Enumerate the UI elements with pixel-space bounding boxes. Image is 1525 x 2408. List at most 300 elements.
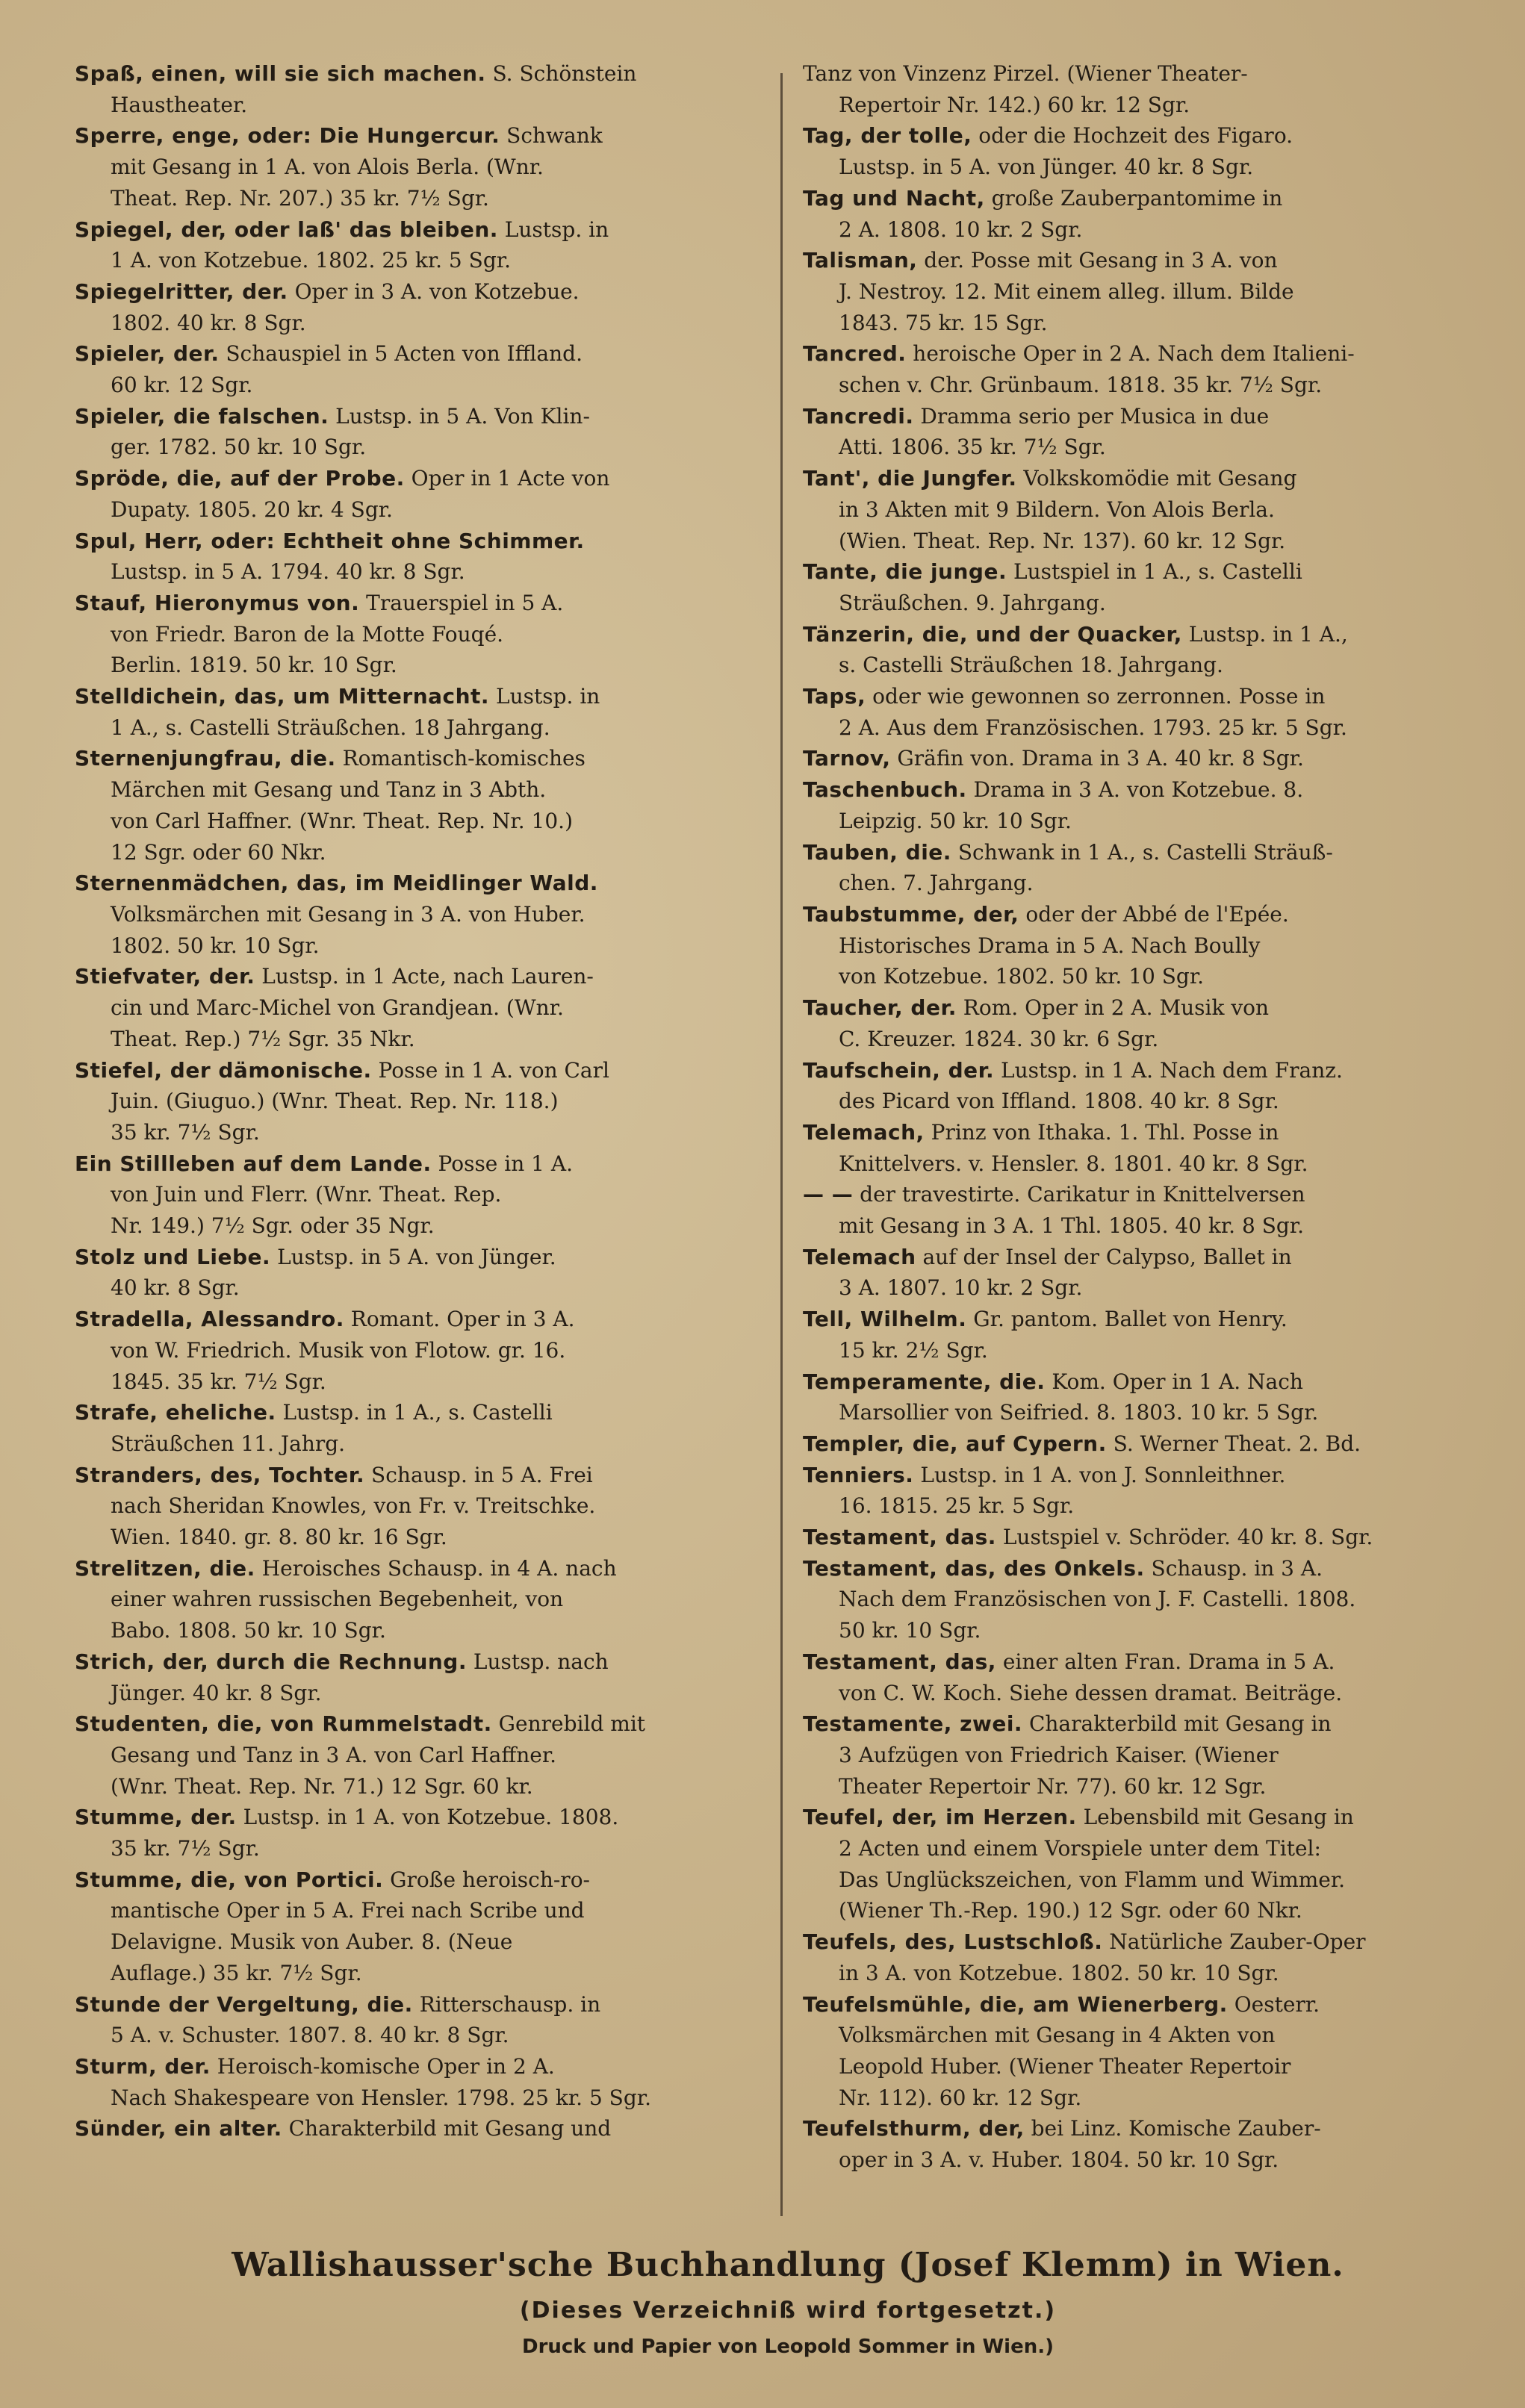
entry-text: Ritterschausp. in [412, 1991, 601, 2017]
entry-first-line [75, 338, 751, 370]
entry-continuation-line [803, 1740, 1479, 1771]
entry-continuation-line [75, 1522, 751, 1553]
entry-continuation-line [75, 1210, 751, 1242]
entry-text: Märchen mit Gesang und Tanz in 3 Abth. [111, 777, 547, 803]
entry-first-line [803, 1802, 1479, 1833]
entry-continuation-line [75, 1272, 751, 1304]
entry-first-line [803, 1242, 1479, 1273]
entry-headword: Taucher, der. [803, 995, 957, 1021]
entry-continuation-line [75, 245, 751, 276]
entry-text: in 3 A. von Kotzebue. 1802. 50 kr. 10 Sgr. [839, 1960, 1279, 1985]
entry-headword: Teufelsthurm, der, [803, 2116, 1025, 2141]
entry-text: Historisches Drama in 5 A. Nach Boully [839, 933, 1261, 958]
entry-text: oder wie gewonnen so zerronnen. Posse in [866, 684, 1326, 709]
entry-headword: — — [803, 1182, 854, 1207]
entry-text: Lustsp. in 1 A. von Kotzebue. 1808. [236, 1805, 619, 1830]
entry-text: Das Unglückszeichen, von Flamm und Wimmer. [839, 1867, 1346, 1892]
entry-headword: Stumme, der. [75, 1805, 237, 1830]
catalog-entry [75, 1802, 751, 1864]
entry-text: Lustsp. nach [467, 1649, 609, 1674]
entry-first-line [803, 1179, 1479, 1210]
entry-first-line [803, 245, 1479, 276]
catalog-entry [803, 1304, 1479, 1366]
entry-text: einer alten Fran. Drama in 5 A. [996, 1649, 1335, 1674]
entry-text: Haustheater. [111, 92, 248, 117]
entry-first-line [75, 120, 751, 152]
entry-text: Posse in 1 A. von Carl [371, 1057, 609, 1083]
entry-text: Theat. Rep.) 7½ Sgr. 35 Nkr. [111, 1026, 415, 1051]
entry-first-line [803, 1055, 1479, 1086]
entry-first-line [75, 868, 751, 899]
entry-first-line [803, 183, 1479, 214]
left-column [75, 58, 751, 2216]
entry-text: Oper in 3 A. von Kotzebue. [288, 279, 580, 304]
entry-text: oper in 3 A. v. Huber. 1804. 50 kr. 10 Sgr. [839, 2147, 1279, 2173]
entry-headword: Testament, das. [803, 1525, 996, 1550]
entry-first-line [803, 1708, 1479, 1740]
entry-text: 5 A. v. Schuster. 1807. 8. 40 kr. 8 Sgr. [111, 2023, 509, 2048]
entry-text: Rom. Oper in 2 A. Musik von [956, 995, 1270, 1021]
entry-first-line [75, 681, 751, 712]
entry-continuation-line [75, 1490, 751, 1522]
entry-text: Oper in 1 Acte von [404, 466, 610, 491]
catalog-entry [803, 556, 1479, 618]
catalog-entry [75, 743, 751, 868]
catalog-entry [75, 1397, 751, 1459]
entry-continuation-line [75, 1584, 751, 1615]
entry-headword: Taufschein, der. [803, 1057, 995, 1083]
entry-text: 2 Acten und einem Vorspiele unter dem Titel: [839, 1836, 1321, 1861]
entry-continuation-line [75, 1678, 751, 1709]
entry-continuation-line [75, 619, 751, 650]
entry-text: cin und Marc-Michel von Grandjean. (Wnr. [111, 995, 564, 1021]
entry-headword: Tante, die junge. [803, 559, 1007, 585]
entry-text: Gräfin von. Drama in 3 A. 40 kr. 8 Sgr. [890, 746, 1304, 771]
catalog-entry [803, 899, 1479, 992]
entry-first-line [75, 1148, 751, 1180]
catalog-entry [75, 2113, 751, 2144]
page-footer [75, 2246, 1501, 2358]
entry-continuation-line [75, 1771, 751, 1802]
entry-first-line [803, 1553, 1479, 1584]
entry-text: Lustsp. in 1 Acte, nach Lauren- [255, 964, 594, 989]
catalog-entry [75, 1460, 751, 1553]
entry-text: 1802. 40 kr. 8 Sgr. [111, 310, 306, 335]
entry-text: Juin. (Giuguo.) (Wnr. Theat. Rep. Nr. 118.) [111, 1089, 559, 1114]
entry-first-line [75, 463, 751, 494]
entry-text: 60 kr. 12 Sgr. [111, 373, 253, 398]
catalog-entry [803, 1522, 1479, 1553]
catalog-entry [803, 1802, 1479, 1926]
entry-continuation-line [75, 899, 751, 930]
entry-continuation-line [75, 1366, 751, 1398]
entry-headword: Tauben, die. [803, 839, 951, 865]
entry-headword: Stelldichein, das, um Mitternacht. [75, 684, 490, 709]
entry-headword: Telemach, [803, 1119, 925, 1145]
entry-continuation-line [75, 183, 751, 214]
entry-text: Atti. 1806. 35 kr. 7½ Sgr. [839, 435, 1106, 460]
entry-text: Leopold Huber. (Wiener Theater Repertoir [839, 2054, 1291, 2079]
catalog-entry [803, 1708, 1479, 1802]
catalog-entry [75, 1708, 751, 1802]
entry-text: Repertoir Nr. 142.) 60 kr. 12 Sgr. [839, 92, 1190, 117]
entry-headword: Templer, die, auf Cypern. [803, 1431, 1107, 1456]
entry-text: der travestirte. Carikatur in Knittelversen [853, 1182, 1305, 1207]
entry-first-line [803, 1989, 1479, 2020]
entry-headword: Tag, der tolle, [803, 123, 972, 149]
entry-continuation-line [803, 1771, 1479, 1802]
entry-first-line [803, 899, 1479, 930]
entry-first-line [803, 338, 1479, 370]
entry-first-line [75, 1989, 751, 2020]
right-column [803, 58, 1479, 2216]
entry-text: Romantisch-komisches [335, 746, 586, 771]
entry-first-line [803, 1366, 1479, 1398]
entry-continuation-line [75, 1335, 751, 1366]
entry-continuation-line [803, 152, 1479, 183]
catalog-entry [803, 463, 1479, 556]
entry-continuation-line [75, 2020, 751, 2051]
entry-first-line [803, 1304, 1479, 1335]
entry-text: Lustsp. in [489, 684, 600, 709]
entry-first-line [75, 961, 751, 992]
entry-text: von Kotzebue. 1802. 50 kr. 10 Sgr. [839, 964, 1205, 989]
catalog-entry [75, 588, 751, 681]
catalog-entry [75, 1646, 751, 1708]
entry-text: Berlin. 1819. 50 kr. 10 Sgr. [111, 653, 397, 678]
entry-text: von C. W. Koch. Siehe dessen dramat. Beiträge. [839, 1680, 1343, 1705]
entry-text: Schausp. in 5 A. Frei [364, 1462, 593, 1487]
entry-continuation-line [75, 1428, 751, 1460]
entry-headword: Taschenbuch. [803, 777, 967, 803]
entry-continuation-line [803, 868, 1479, 899]
entry-continuation-line [75, 1833, 751, 1864]
catalog-entry [803, 1646, 1479, 1708]
entry-headword: Tell, Wilhelm. [803, 1307, 967, 1332]
entry-headword: Spieler, die falschen. [75, 403, 329, 429]
entry-first-line [75, 1304, 751, 1335]
entry-continuation-line [803, 1086, 1479, 1117]
entry-continuation-line [803, 712, 1479, 744]
entry-text: Delavigne. Musik von Auber. 8. (Neue [111, 1929, 513, 1955]
entry-text: auf der Insel der Calypso, Ballet in [916, 1244, 1292, 1269]
entry-continuation-line [803, 1895, 1479, 1926]
entry-headword: Teufels, des, Lustschloß. [803, 1929, 1103, 1955]
catalog-entry [75, 1989, 751, 2051]
catalog-entry [75, 401, 751, 463]
entry-text: Theat. Rep. Nr. 207.) 35 kr. 7½ Sgr. [111, 185, 489, 211]
entry-first-line [75, 526, 751, 557]
entry-text: (Wien. Theat. Rep. Nr. 137). 60 kr. 12 Sgr. [839, 528, 1286, 553]
entry-continuation-line [75, 432, 751, 463]
entry-headword: Stranders, des, Tochter. [75, 1462, 365, 1487]
entry-continuation-line [75, 1895, 751, 1926]
entry-text: 1802. 50 kr. 10 Sgr. [111, 933, 320, 958]
entry-headword: Teufelsmühle, die, am Wienerberg. [803, 1991, 1228, 2017]
entry-text: Große heroisch-ro- [383, 1867, 591, 1892]
entry-text: 2 A. 1808. 10 kr. 2 Sgr. [839, 217, 1083, 242]
catalog-entry [75, 1864, 751, 1989]
entry-text: Heroisch-komische Oper in 2 A. [210, 2054, 555, 2079]
entry-headword: Testamente, zwei. [803, 1711, 1023, 1737]
entry-headword: Telemach [803, 1244, 916, 1269]
entry-text: Lustsp. in 1 A., s. Castelli [276, 1400, 553, 1425]
catalog-entry [75, 2051, 751, 2113]
catalog-entry [803, 774, 1479, 836]
entry-text: 12 Sgr. oder 60 Nkr. [111, 839, 326, 865]
entry-continuation-line [803, 1958, 1479, 1989]
entry-headword: Tänzerin, die, und der Quacker, [803, 621, 1182, 647]
entry-text: 35 kr. 7½ Sgr. [111, 1836, 260, 1861]
column-divider [780, 73, 783, 2216]
entry-headword: Stumme, die, von Portici. [75, 1867, 384, 1892]
entry-continuation-line [803, 1615, 1479, 1646]
entry-continuation-line [75, 90, 751, 121]
entry-headword: Stiefel, der dämonische. [75, 1057, 372, 1083]
entry-continuation-line [75, 1179, 751, 1210]
entry-headword: Talisman, [803, 248, 918, 273]
entry-text: Charakterbild mit Gesang und [282, 2116, 612, 2141]
entry-text: Knittelvers. v. Hensler. 8. 1801. 40 kr. 8 Sgr. [839, 1151, 1308, 1176]
entry-continuation-line [75, 1740, 751, 1771]
entry-first-line [75, 1397, 751, 1428]
entry-headword: Sünder, ein alter. [75, 2116, 282, 2141]
catalog-entry [803, 58, 1479, 120]
entry-headword: Ein Stillleben auf dem Lande. [75, 1151, 432, 1176]
entry-text: Volkskomödie mit Gesang [1016, 466, 1297, 491]
catalog-entry [75, 961, 751, 1054]
entry-continuation-line [803, 432, 1479, 463]
entry-first-line [803, 774, 1479, 806]
entry-text: des Picard von Iffland. 1808. 40 kr. 8 Sgr. [839, 1089, 1279, 1114]
entry-text: von Friedr. Baron de la Motte Fouqé. [111, 621, 504, 647]
entry-text: S. Werner Theat. 2. Bd. [1106, 1431, 1361, 1456]
entry-text: Gr. pantom. Ballet von Henry. [966, 1307, 1288, 1332]
entry-first-line [803, 992, 1479, 1024]
entry-headword: Stradella, Alessandro. [75, 1307, 344, 1332]
entry-text: ger. 1782. 50 kr. 10 Sgr. [111, 435, 367, 460]
entry-continuation-line [75, 930, 751, 962]
entry-continuation-line [803, 2144, 1479, 2176]
entry-text: Schwank [500, 123, 603, 149]
catalog-entry [75, 120, 751, 214]
entry-first-line [75, 1460, 751, 1491]
entry-continuation-line [75, 1117, 751, 1148]
entry-first-line [803, 1646, 1479, 1678]
entry-text: Drama in 3 A. von Kotzebue. 8. [966, 777, 1304, 803]
entry-text: Nach dem Französischen von J. F. Castelli. 1808. [839, 1587, 1356, 1612]
entry-headword: Stunde der Vergeltung, die. [75, 1991, 413, 2017]
entry-continuation-line [75, 806, 751, 837]
entry-text: Kom. Oper in 1 A. Nach [1045, 1369, 1303, 1394]
entry-text: Theater Repertoir Nr. 77). 60 kr. 12 Sgr. [839, 1773, 1267, 1799]
catalog-entry [803, 1242, 1479, 1304]
entry-continuation-line [803, 1272, 1479, 1304]
entry-continuation-line [803, 930, 1479, 962]
catalog-entry [803, 619, 1479, 681]
entry-headword: Stolz und Liebe. [75, 1244, 271, 1269]
entry-text: heroische Oper in 2 A. Nach dem Italieni- [906, 341, 1355, 367]
entry-text: bei Linz. Komische Zauber- [1024, 2116, 1321, 2141]
entry-continuation-line [803, 650, 1479, 681]
entry-text: Lustsp. in 5 A. von Jünger. [270, 1244, 556, 1269]
catalog-entry [75, 681, 751, 743]
entry-text: Nach Shakespeare von Hensler. 1798. 25 kr. 5 Sgr. [111, 2085, 651, 2110]
entry-headword: Stauf, Hieronymus von. [75, 590, 360, 615]
entry-headword: Spieler, der. [75, 341, 220, 367]
entry-continuation-line [75, 1086, 751, 1117]
catalog-entry [803, 1926, 1479, 1988]
entry-continuation-line [803, 370, 1479, 401]
entry-first-line [803, 401, 1479, 432]
entry-headword: Strafe, eheliche. [75, 1400, 276, 1425]
catalog-entry [803, 1460, 1479, 1522]
entry-headword: Temperamente, die. [803, 1369, 1046, 1394]
entry-headword: Tant', die Jungfer. [803, 466, 1017, 491]
entry-text: Lustsp. in 1 A. Nach dem Franz. [994, 1057, 1343, 1083]
entry-first-line [803, 681, 1479, 712]
entry-continuation-line [803, 90, 1479, 121]
entry-text: Lustsp. in 1 A., [1181, 621, 1348, 647]
entry-continuation-line [75, 1958, 751, 1989]
catalog-entry [803, 1117, 1479, 1179]
entry-text: Leipzig. 50 kr. 10 Sgr. [839, 808, 1072, 833]
catalog-entry [75, 338, 751, 400]
entry-continuation-line [803, 214, 1479, 246]
entry-text: 1 A. von Kotzebue. 1802. 25 kr. 5 Sgr. [111, 248, 511, 273]
catalog-entry [803, 992, 1479, 1054]
entry-continuation-line [803, 1024, 1479, 1055]
entry-text: große Zauberpantomime in [984, 185, 1283, 211]
entry-text: Lustsp. in 5 A. von Jünger. 40 kr. 8 Sgr. [839, 155, 1254, 180]
entry-text: 50 kr. 10 Sgr. [839, 1618, 981, 1643]
entry-text: mit Gesang in 1 A. von Alois Berla. (Wnr. [111, 155, 544, 180]
entry-first-line [75, 1802, 751, 1833]
catalog-entry [803, 681, 1479, 743]
entry-continuation-line [803, 2020, 1479, 2051]
entry-continuation-line [803, 806, 1479, 837]
entry-continuation-line [75, 1926, 751, 1958]
entry-continuation-line [803, 526, 1479, 557]
entry-text: von Carl Haffner. (Wnr. Theat. Rep. Nr. 10.) [111, 808, 573, 833]
entry-text: mit Gesang in 3 A. 1 Thl. 1805. 40 kr. 8 Sgr. [839, 1213, 1305, 1239]
entry-text: Lustsp. in 5 A. Von Klin- [329, 403, 590, 429]
entry-text: Natürliche Zauber-Oper [1102, 1929, 1366, 1955]
entry-headword: Strich, der, durch die Rechnung. [75, 1649, 467, 1674]
catalog-page [75, 58, 1501, 2388]
catalog-entry [803, 1179, 1479, 1241]
entry-text: Schwank in 1 A., s. Castelli Sträuß- [951, 839, 1333, 865]
entry-headword: Spiegel, der, oder laß' das bleiben. [75, 217, 498, 242]
entry-continuation-line [803, 588, 1479, 619]
entry-first-line [803, 743, 1479, 774]
catalog-entry [75, 1055, 751, 1148]
entry-continuation-line [75, 494, 751, 526]
entry-first-line [803, 463, 1479, 494]
entry-text: in 3 Akten mit 9 Bildern. Von Alois Berla. [839, 497, 1275, 522]
entry-continuation-line [803, 1148, 1479, 1180]
entry-text: von Juin und Flerr. (Wnr. Theat. Rep. [111, 1182, 502, 1207]
catalog-entry [803, 338, 1479, 400]
entry-text: C. Kreuzer. 1824. 30 kr. 6 Sgr. [839, 1026, 1159, 1051]
entry-headword: Spul, Herr, oder: Echtheit ohne Schimmer. [75, 528, 585, 553]
printer-imprint: Druck und Papier von Leopold Sommer in Wien.) [521, 2336, 1055, 2358]
entry-text: einer wahren russischen Begebenheit, von [111, 1587, 564, 1612]
entry-first-line [75, 2113, 751, 2144]
entry-text: Charakterbild mit Gesang in [1022, 1711, 1332, 1737]
entry-continuation-line [803, 494, 1479, 526]
entry-first-line [75, 1708, 751, 1740]
entry-continuation-line [75, 556, 751, 588]
entry-text: chen. 7. Jahrgang. [839, 871, 1034, 896]
entry-continuation-line [803, 1397, 1479, 1428]
entry-text: Marsollier von Seifried. 8. 1803. 10 kr. 5 Sgr. [839, 1400, 1319, 1425]
entry-continuation-line [803, 308, 1479, 339]
entry-text: Nr. 149.) 7½ Sgr. oder 35 Ngr. [111, 1213, 435, 1239]
entry-first-line [803, 1428, 1479, 1460]
entry-headword: Tancred. [803, 341, 907, 367]
catalog-entry [803, 1989, 1479, 2114]
entry-text: Prinz von Ithaka. 1. Thl. Posse in [924, 1119, 1279, 1145]
catalog-entry [803, 1553, 1479, 1646]
entry-headword: Tag und Nacht, [803, 185, 985, 211]
entry-continuation-line [75, 650, 751, 681]
entry-text: Trauerspiel in 5 A. [359, 590, 564, 615]
entry-text: 1843. 75 kr. 15 Sgr. [839, 310, 1048, 335]
catalog-entry [75, 58, 751, 120]
catalog-entry [803, 120, 1479, 182]
catalog-entry [803, 183, 1479, 245]
entry-text: nach Sheridan Knowles, von Fr. v. Treitschke. [111, 1493, 596, 1519]
entry-first-line [803, 556, 1479, 588]
entry-text: Dupaty. 1805. 20 kr. 4 Sgr. [111, 497, 393, 522]
entry-text: 3 A. 1807. 10 kr. 2 Sgr. [839, 1275, 1083, 1301]
entry-text: J. Nestroy. 12. Mit einem alleg. illum. Bilde [839, 279, 1294, 304]
entry-continuation-line [803, 1584, 1479, 1615]
entry-first-line [75, 58, 751, 90]
entry-text: von W. Friedrich. Musik von Flotow. gr. 16. [111, 1337, 566, 1363]
entry-continuation-line [75, 1615, 751, 1646]
catalog-entry [803, 837, 1479, 899]
entry-continuation-line [803, 2082, 1479, 2114]
entry-headword: Tancredi. [803, 403, 914, 429]
publisher-line: Wallishausser'sche Buchhandlung (Josef Klemm) in Wien. [232, 2246, 1344, 2284]
entry-text: mantische Oper in 5 A. Frei nach Scribe und [111, 1898, 585, 1923]
entry-continuation-line [803, 2051, 1479, 2082]
entry-text: Gesang und Tanz in 3 A. von Carl Haffner. [111, 1742, 557, 1767]
entry-text: Oesterr. [1227, 1991, 1320, 2017]
entry-continuation-line [75, 774, 751, 806]
entry-text: s. Castelli Sträußchen 18. Jahrgang. [839, 653, 1223, 678]
entry-headword: Testament, das, [803, 1649, 996, 1674]
entry-first-line [75, 1646, 751, 1678]
entry-continuation-line [75, 152, 751, 183]
entry-headword: Spaß, einen, will sie sich machen. [75, 61, 486, 86]
catalog-entry [75, 1304, 751, 1397]
entry-first-line [803, 1460, 1479, 1491]
entry-headword: Spröde, die, auf der Probe. [75, 466, 405, 491]
entry-first-line [803, 58, 1479, 90]
entry-first-line [803, 1926, 1479, 1958]
entry-continuation-line [75, 712, 751, 744]
entry-text: 40 kr. 8 Sgr. [111, 1275, 240, 1301]
entry-first-line [803, 2113, 1479, 2144]
catalog-entry [75, 868, 751, 961]
entry-headword: Studenten, die, von Rummelstadt. [75, 1711, 492, 1737]
entry-text: Lustspiel v. Schröder. 40 kr. 8. Sgr. [996, 1525, 1373, 1550]
entry-first-line [75, 588, 751, 619]
catalog-entry [803, 1428, 1479, 1460]
